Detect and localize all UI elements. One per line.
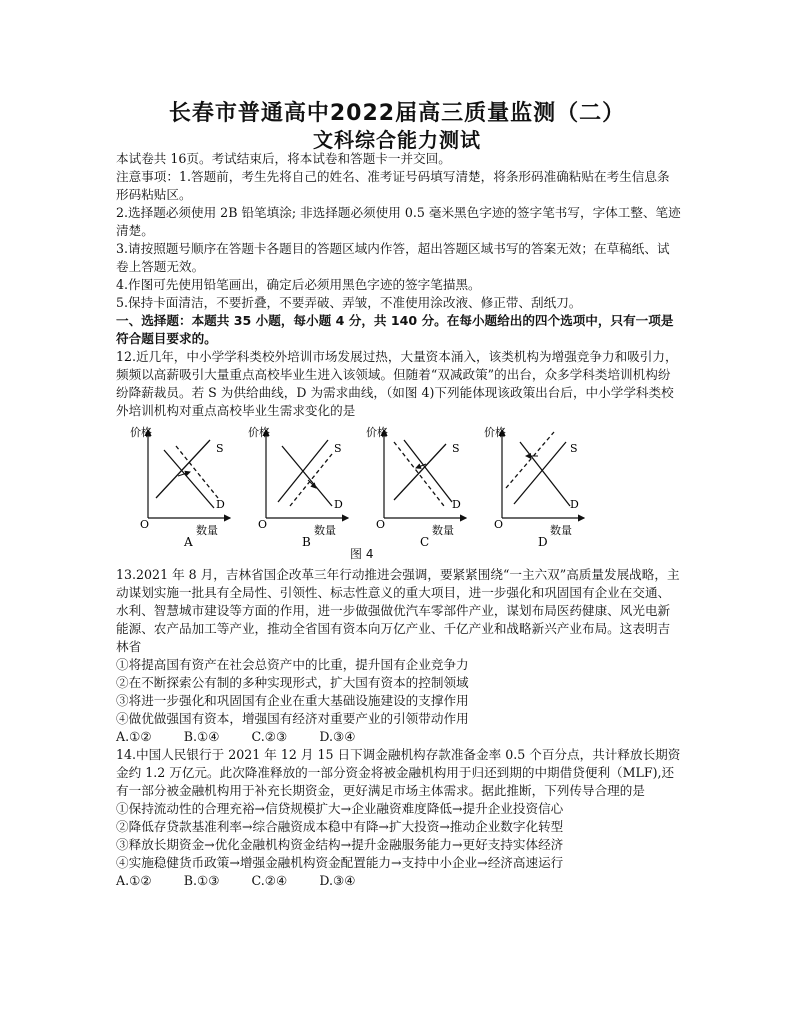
- demand-label: D: [452, 498, 461, 511]
- supply-curve: [156, 440, 210, 498]
- demand-label: D: [334, 498, 343, 511]
- axis-x-label: 数量: [196, 524, 218, 537]
- supply-label: S: [570, 442, 578, 455]
- q13-option-c[interactable]: C.②③: [251, 729, 288, 744]
- graph-panel-b: [248, 425, 348, 548]
- q14-options: [116, 872, 682, 890]
- supply-label: S: [452, 442, 460, 455]
- demand-curve: [520, 442, 570, 506]
- origin-label: O: [140, 518, 150, 531]
- question-12-text: 12.近几年，中小学学科类校外培训市场发展过热，大量资本涌入，该类机构为增强竞争力和吸引力，频频以高薪吸引大量重点高校毕业生进入该领域。但随着“双减政策”的出台，众多学科类培训机构纷纷降薪裁员。若 S 为供给曲线，D 为需求曲线，（如图 4)下列能体现该政策出台后，中小学学科类校外培训机构对重点高校毕业生需求变化的是: [116, 349, 678, 418]
- origin-label: O: [258, 518, 268, 531]
- note-1: 注意事项：1.答题前，考生先将自己的姓名、准考证号码填写清楚，将条形码准确粘贴在考生信息条形码粘贴区。: [116, 169, 670, 202]
- q13-option-b[interactable]: B.①④: [183, 729, 220, 744]
- figure-caption: 图 4: [350, 547, 374, 561]
- graph-panel-a: [130, 425, 230, 548]
- axis-y-label: 价格: [484, 426, 506, 439]
- note-5: 5.保持卡面清洁，不要折叠，不要弄破、弄皱，不准使用涂改液、修正带、刮纸刀。: [116, 295, 582, 310]
- graph-panel-c: [366, 425, 466, 548]
- axis-x-label: 数量: [432, 524, 454, 537]
- graph-panel-d: [484, 425, 584, 548]
- axis-y-label: 价格: [248, 426, 270, 439]
- q13-item-2: ②在不断探索公有制的多种实现形式，扩大国有资本的控制领域: [116, 675, 469, 690]
- question-13-text: 13.2021 年 8 月，吉林省国企改革三年行动推进会强调，要紧紧围绕“一主六双”高质量发展战略，主动谋划实施一批具有全局性、引领性、标志性意义的重大项目，进一步强化和巩固国有企业在交通、水利、智慧城市建设等方面的作用，进一步做强做优汽车零部件产业，谋划布局医药健康、风光电新能源、农产品加工等产业，推动全省国有资本向万亿产业、千亿产业和战略新兴产业布局。这表明吉林省: [116, 567, 680, 654]
- exam-subtitle: 文科综合能力测试: [313, 128, 481, 152]
- q14-option-c[interactable]: C.②④: [251, 873, 288, 888]
- axis-x-label: 数量: [314, 524, 336, 537]
- q14-option-b[interactable]: B.①③: [183, 873, 220, 888]
- q14-option-a[interactable]: A.①②: [116, 873, 152, 888]
- demand-label: D: [570, 498, 579, 511]
- q13-options: [116, 728, 682, 746]
- instructions-block: [116, 150, 682, 420]
- note-2: 2.选择题必须使用 2B 铅笔填涂; 非选择题必须使用 0.5 毫米黑色字迹的签字笔书写，字体工整、笔迹清楚。: [116, 205, 681, 238]
- questions-block: [116, 566, 682, 890]
- origin-label: O: [494, 518, 504, 531]
- panel-label-a: A: [184, 535, 193, 548]
- q13-option-d[interactable]: D.③④: [319, 729, 356, 744]
- q14-item-2: ②降低存贷款基准利率→综合融资成本稳中有降→扩大投资→推动企业数字化转型: [116, 819, 564, 834]
- q13-item-1: ①将提高国有资产在社会总资产中的比重，提升国有企业竞争力: [116, 657, 469, 672]
- supply-label: S: [334, 442, 342, 455]
- supply-curve: [394, 444, 446, 500]
- axis-x-label: 数量: [550, 524, 572, 537]
- demand-curve: [282, 446, 332, 506]
- exam-title: 长春市普通高中2022届高三质量监测（二）: [168, 101, 626, 126]
- supply-demand-graphs: [118, 418, 598, 548]
- demand-curve: [164, 450, 214, 508]
- panel-label-b: B: [302, 535, 311, 548]
- supply-curve-shifted: [506, 432, 554, 488]
- panel-label-d: D: [538, 535, 548, 548]
- note-4: 4.作图可先使用铅笔画出，确定后必须用黑色字迹的签字笔描黑。: [116, 277, 481, 292]
- panel-label-c: C: [420, 535, 430, 548]
- question-14-text: 14.中国人民银行于 2021 年 12 月 15 日下调金融机构存款准备金率 0.5 个百分点，共计释放长期资金约 1.2 万亿元。此次降准释放的一部分资金将被金融机构用于归还到期的中期借贷便利（MLF),还有一部分被金融机构用于补充长期资金，更好满足市场主体需求。据此推断，下列传导合理的是: [116, 747, 681, 798]
- supply-label: S: [216, 442, 224, 455]
- demand-label: D: [216, 498, 225, 511]
- q13-option-a[interactable]: A.①②: [116, 729, 152, 744]
- q13-item-3: ③将进一步强化和巩固国有企业在重大基础设施建设的支撑作用: [116, 693, 469, 708]
- note-3: 3.请按照题号顺序在答题卡各题目的答题区域内作答，超出答题区域书写的答案无效；在草稿纸、试卷上答题无效。: [116, 241, 670, 274]
- q14-item-4: ④实施稳健货币政策→增强金融机构资金配置能力→支持中小企业→经济高速运行: [116, 855, 564, 870]
- q14-item-1: ①保持流动性的合理充裕→信贷规模扩大→企业融资难度降低→提升企业投资信心: [116, 801, 564, 816]
- axis-y-label: 价格: [130, 426, 152, 439]
- intro-line: 本试卷共 16页。考试结束后，将本试卷和答题卡一并交回。: [116, 151, 451, 166]
- origin-label: O: [376, 518, 386, 531]
- section-heading: 一、选择题：本题共 35 小题，每小题 4 分，共 140 分。在每小题给出的四个选项中，只有一项是符合题目要求的。: [116, 313, 674, 346]
- supply-curve: [514, 442, 566, 504]
- axis-y-label: 价格: [366, 426, 388, 439]
- q13-item-4: ④做优做强国有资本，增强国有经济对重要产业的引领带动作用: [116, 711, 469, 726]
- demand-curve: [404, 440, 452, 502]
- q14-option-d[interactable]: D.③④: [319, 873, 356, 888]
- q14-item-3: ③释放长期资金→优化金融机构资金结构→提升金融服务能力→更好支持实体经济: [116, 837, 564, 852]
